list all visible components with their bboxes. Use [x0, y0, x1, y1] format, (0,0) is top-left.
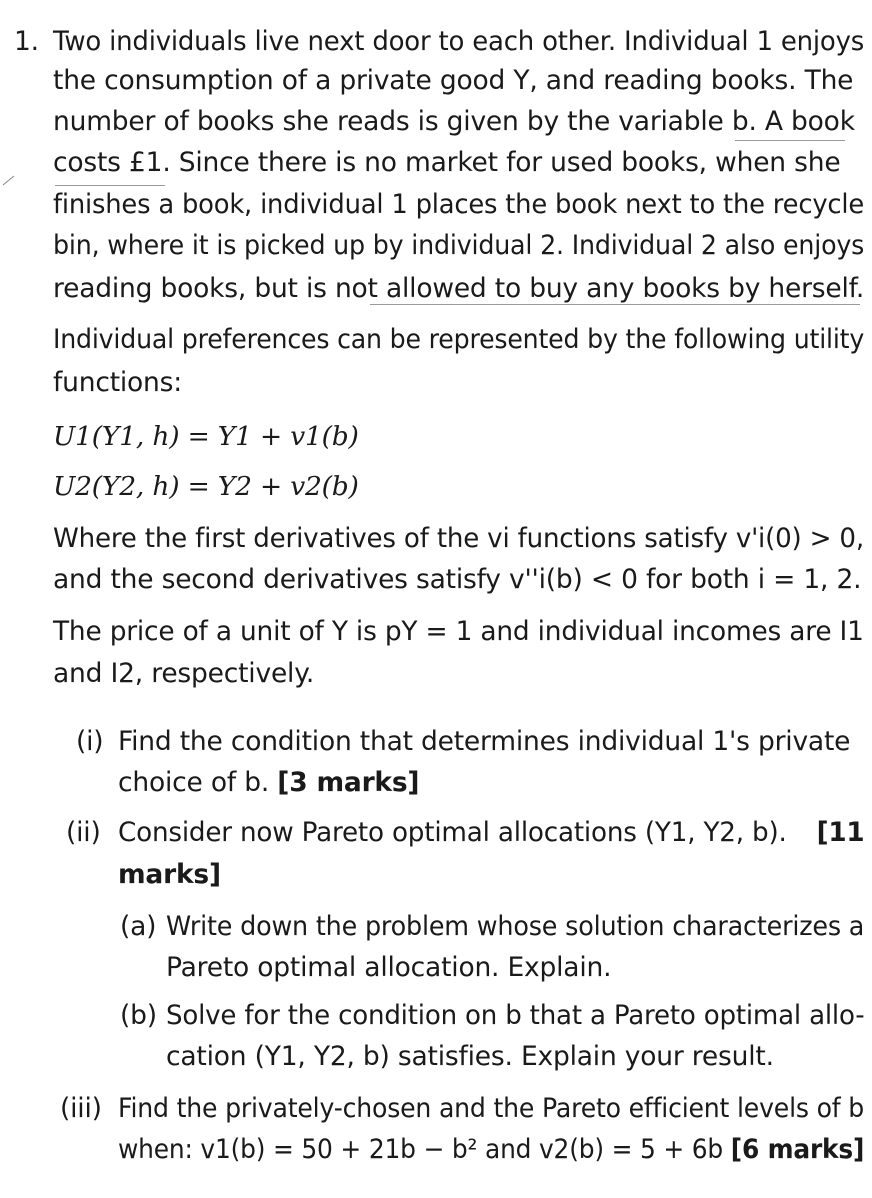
pencil-underline	[55, 185, 165, 186]
intro-line-4: costs £1. Since there is no market for used books, when she	[53, 147, 841, 178]
part-iii-label: (iii)	[60, 1093, 102, 1124]
utility-function-1: U1(Y1, h) = Y1 + v1(b)	[53, 421, 359, 452]
subpart-b-line-2: cation (Y1, Y2, b) satisfies. Explain your result.	[166, 1041, 774, 1072]
subpart-b-line-1: Solve for the condition on b that a Pareto optimal allo-	[166, 1000, 865, 1031]
part-ii-label: (ii)	[66, 817, 101, 848]
intro-line-1: Two individuals live next door to each other. Individual 1 enjoys	[53, 26, 865, 57]
intro-line-6: bin, where it is picked up by individual 2. Individual 2 also enjoys	[53, 230, 865, 261]
utility-function-2: U2(Y2, h) = Y2 + v2(b)	[53, 471, 359, 502]
part-iii-line-2	[118, 1133, 864, 1167]
subpart-a-line-1: Write down the problem whose solution characterizes a	[166, 911, 865, 942]
pencil-tick-icon	[2, 173, 16, 187]
subpart-a-line-2: Pareto optimal allocation. Explain.	[166, 952, 612, 983]
subpart-a-label: (a)	[120, 911, 157, 942]
pencil-underline	[370, 304, 860, 305]
deriv-line-1: Where the first derivatives of the vi functions satisfy v'i(0) > 0,	[53, 523, 864, 554]
part-i-line-2	[118, 766, 419, 800]
part-i-marks: [3 marks]	[277, 767, 420, 798]
pref-line-2: functions:	[53, 367, 182, 398]
part-ii-text: Consider now Pareto optimal allocations (Y1, Y2, b).	[118, 817, 787, 848]
part-iii-line-1: Find the privately-chosen and the Pareto efficient levels of b	[118, 1093, 865, 1124]
part-iii-text: when: v1(b) = 50 + 21b − b² and v2(b) = 5 + 6b	[118, 1134, 724, 1165]
price-line-2: and I2, respectively.	[53, 658, 315, 689]
price-line-1: The price of a unit of Y is pY = 1 and individual incomes are I1	[53, 616, 864, 647]
intro-line-5: finishes a book, individual 1 places the book next to the recycle	[53, 189, 865, 220]
question-number: 1.	[14, 26, 39, 57]
part-ii-marks: [11	[816, 817, 865, 848]
part-i-text: choice of b.	[118, 767, 270, 798]
part-i-label: (i)	[76, 726, 104, 757]
subpart-b-label: (b)	[120, 1000, 157, 1031]
part-i-line-1: Find the condition that determines individual 1's private	[118, 726, 851, 757]
intro-line-3: number of books she reads is given by the variable b. A book	[53, 106, 855, 137]
part-iii-marks: [6 marks]	[730, 1134, 865, 1165]
pencil-underline	[735, 140, 845, 141]
part-ii-marks-cont: marks]	[118, 859, 221, 890]
part-ii-line-1	[118, 816, 864, 850]
intro-line-2: the consumption of a private good Y, and reading books. The	[53, 65, 854, 96]
deriv-line-2: and the second derivatives satisfy v''i(b) < 0 for both i = 1, 2.	[53, 564, 862, 595]
pref-line-1: Individual preferences can be represented by the following utility	[53, 324, 865, 355]
intro-line-7: reading books, but is not allowed to buy any books by herself.	[53, 273, 865, 304]
